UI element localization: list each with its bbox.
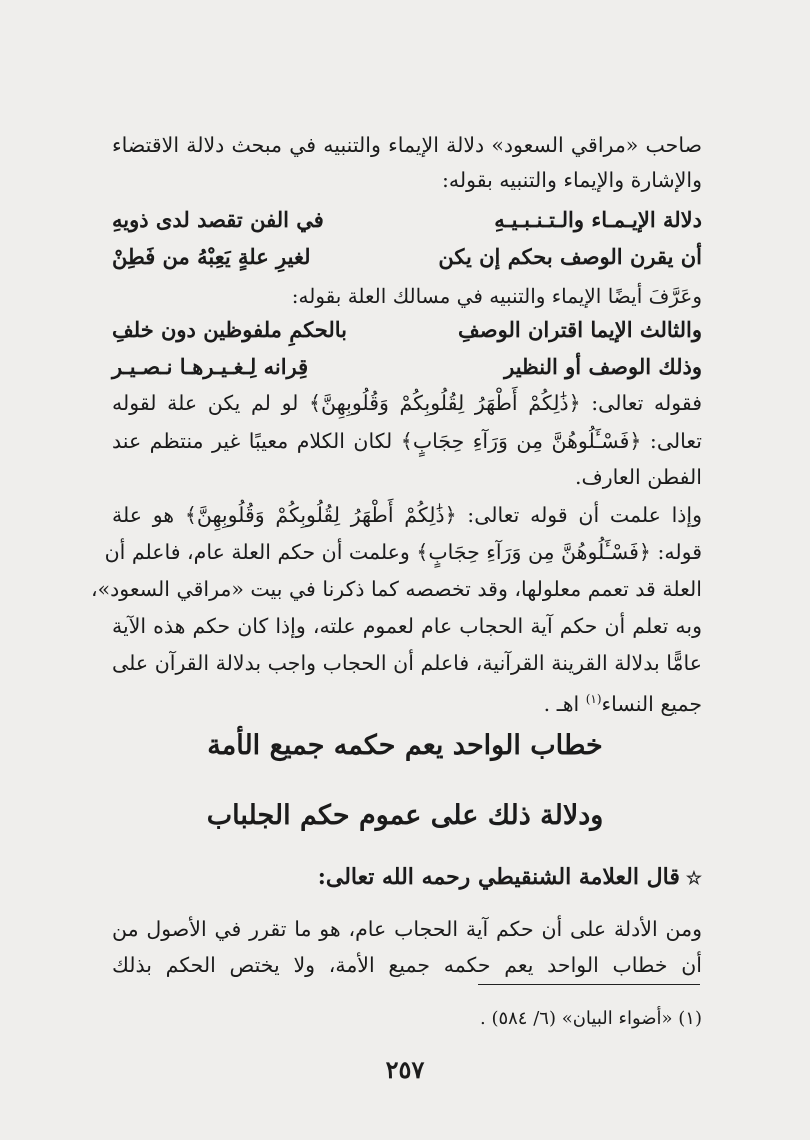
- text-line: العلة قد تعمم معلولها، وقد تخصصه كما ذكرنا في بيت «مراقي السعود»،: [90, 577, 702, 601]
- footnote: (١) «أضواء البيان» (٦/ ٥٨٤) .: [480, 1008, 702, 1029]
- text-run: اهـ .: [543, 691, 586, 716]
- verse-hemistich-right: وذلك الوصف أو النظير: [504, 354, 702, 379]
- section-heading: خطاب الواحد يعم حكمه جميع الأمة: [207, 730, 603, 761]
- text-line: صاحب «مراقي السعود» دلالة الإيماء والتنبيه في مبحث دلالة الاقتضاء: [112, 133, 702, 157]
- text-line: وبه تعلم أن حكم آية الحجاب عام لعموم علته، وإذا كان حكم هذه الآية: [112, 614, 702, 638]
- quote-intro-text: قال العلامة الشنقيطي رحمه الله تعالى:: [317, 864, 680, 890]
- verse-hemistich-right: دلالة الإيـمـاء والـتـنـبـيـهِ: [494, 207, 702, 232]
- star-icon: ☆: [685, 868, 702, 889]
- verse-hemistich-left: قِرانه لِـغـيـرهـا نـصـيـر: [112, 354, 309, 379]
- verse-line: [112, 240, 702, 274]
- text-line: وعَرَّفَ أيضًا الإيماء والتنبيه في مسالك العلة بقوله:: [291, 284, 702, 308]
- verse-line: [112, 203, 702, 237]
- text-line: فقوله تعالى: ﴿ذَٰلِكُمْ أَطْهَرُ لِقُلُوبِكُمْ وَقُلُوبِهِنَّ﴾ لو لم يكن علة لقوله: [112, 391, 702, 415]
- verse-hemistich-right: والثالث الإيما اقتران الوصفِ: [458, 317, 702, 342]
- text-run: جميع النساء: [601, 691, 702, 716]
- verse-hemistich-left: بالحكمِ ملفوظين دون خلفِ: [112, 317, 347, 342]
- verse-line: [112, 350, 702, 384]
- text-line: [112, 682, 702, 721]
- text-line: أن خطاب الواحد يعم حكمه جميع الأمة، ولا يختص الحكم بذلك: [112, 953, 702, 977]
- text-line: تعالى: ﴿فَسْـَٔلُوهُنَّ مِن وَرَآءِ حِجَابٍ﴾ لكان الكلام معيبًا غير منتظم عند: [112, 429, 702, 453]
- text-line: ومن الأدلة على أن حكم آية الحجاب عام، هو ما تقرر في الأصول من: [112, 917, 702, 941]
- text-line: والإشارة والإيماء والتنبيه بقوله:: [441, 168, 702, 192]
- verse-hemistich-left: في الفن تقصد لدى ذويهِ: [112, 207, 324, 232]
- verse-hemistich-left: لغيرِ علةٍ يَعِبْهُ من فَطِنْ: [112, 244, 311, 269]
- footnote-ref: (١): [585, 692, 602, 706]
- text-line: قوله: ﴿فَسْـَٔلُوهُنَّ مِن وَرَآءِ حِجَابٍ﴾ وعلمت أن حكم العلة عام، فاعلم أن: [104, 540, 702, 564]
- text-line: عامًّا بدلالة القرينة القرآنية، فاعلم أن الحجاب واجب بدلالة القرآن على: [112, 651, 702, 675]
- verse-hemistich-right: أن يقرن الوصف بحكم إن يكن: [438, 244, 702, 269]
- footnote-divider: [478, 984, 700, 985]
- section-heading: ودلالة ذلك على عموم حكم الجلباب: [206, 800, 604, 831]
- text-line: وإذا علمت أن قوله تعالى: ﴿ذَٰلِكُمْ أَطْهَرُ لِقُلُوبِكُمْ وَقُلُوبِهِنَّ﴾ هو علة: [112, 503, 702, 527]
- verse-line: [112, 313, 702, 347]
- page-number: ٢٥٧: [385, 1055, 425, 1084]
- text-line: الفطن العارف.: [575, 465, 702, 489]
- quote-intro: [318, 864, 702, 890]
